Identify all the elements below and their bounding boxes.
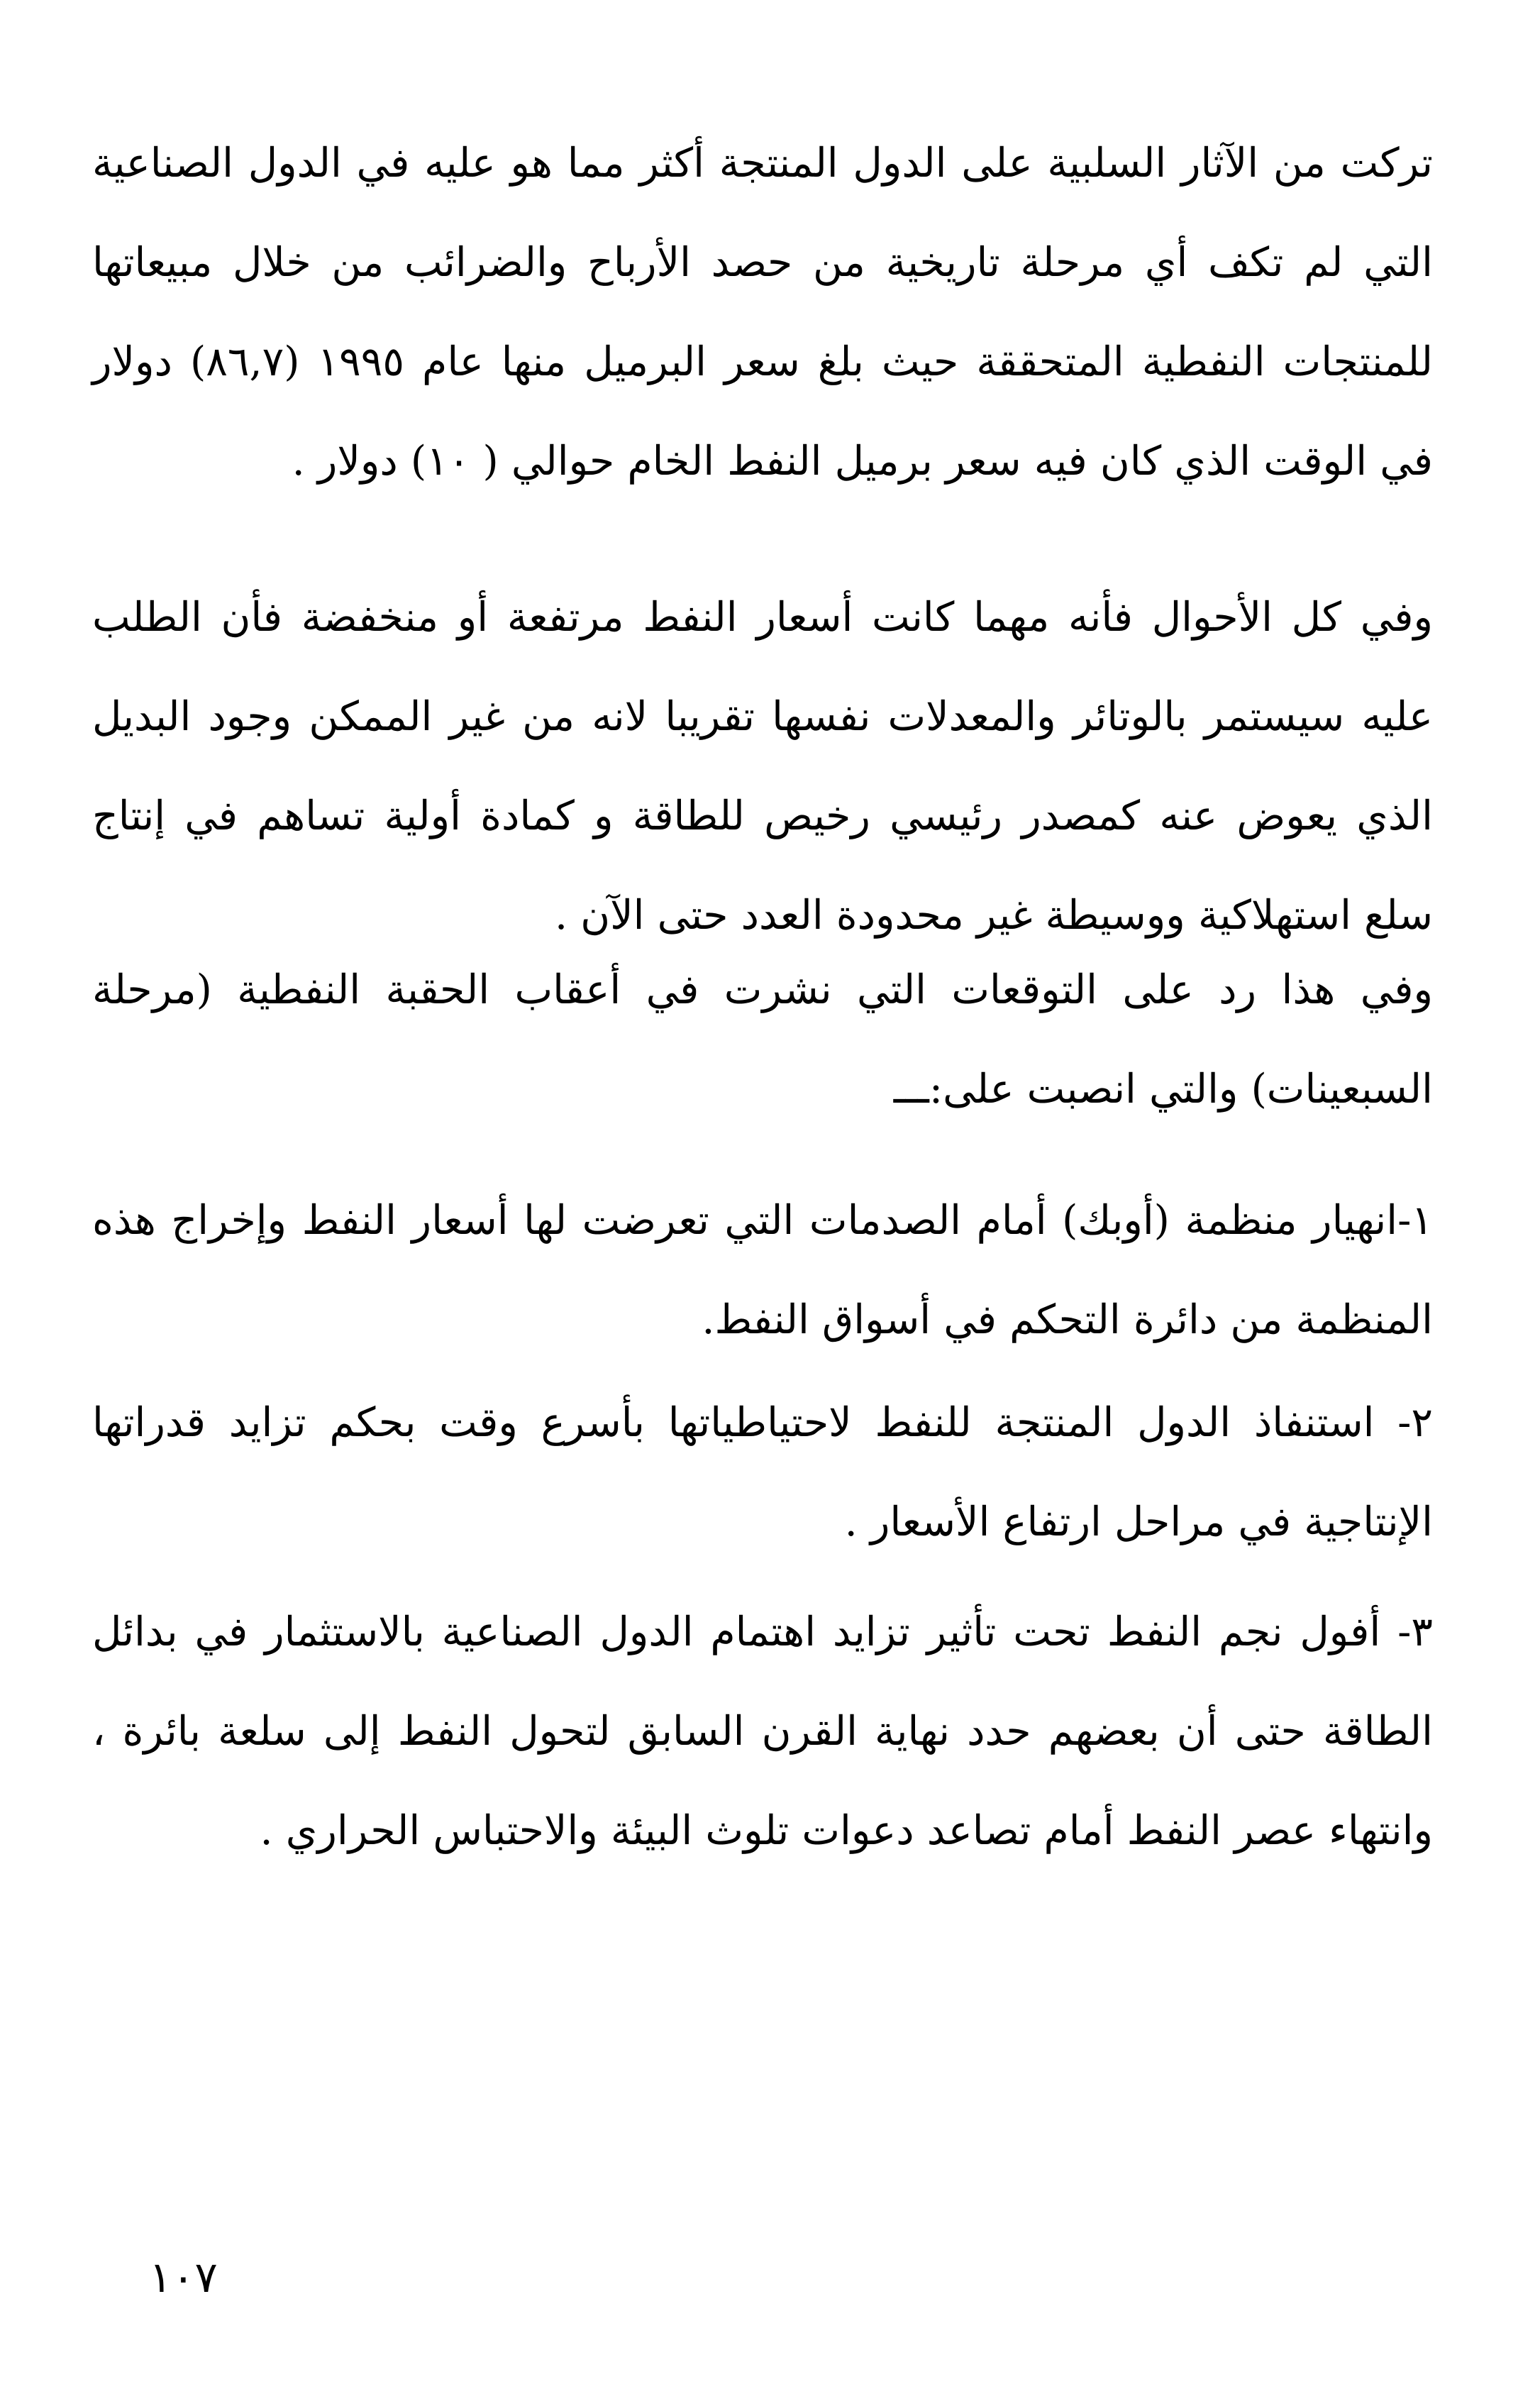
list-item-oil-decline: [92, 1582, 1433, 1880]
paragraph-text: تركت من الآثار السلبية على الدول المنتجة أكثر مما هو عليه في الدول الصناعية التي لم تكف أي مرحلة تاريخية من حصد الأرباح والضرائب من خلال مبيعاتها للمنتجات النفطية المتحققة حيث بلغ سعر البرميل منها عام ١٩٩٥ (٨٦,٧) دولار في الوقت الذي كان فيه سعر برميل النفط الخام حوالي ( ١٠) دولار .: [92, 140, 1434, 485]
paragraph-oil-effects: [92, 114, 1433, 511]
list-item-text: ١-انهيار منظمة (أوبك) أمام الصدمات التي تعرضت لها أسعار النفط وإخراج هذه المنظمة من دائرة التحكم في أسواق النفط.: [92, 1197, 1433, 1343]
page-number: ١٠٧: [149, 2253, 218, 2303]
list-item-text: ٣- أفول نجم النفط تحت تأثير تزايد اهتمام الدول الصناعية بالاستثمار في بدائل الطاقة حتى أن بعضهم حدد نهاية القرن السابق لتحول النفط إلى سلعة بائرة ، وانتهاء عصر النفط أمام تصاعد دعوات تلوث البيئة والاحتباس الحراري .: [92, 1609, 1433, 1854]
list-item-reserves-depletion: [92, 1373, 1433, 1572]
list-item-opec-collapse: [92, 1171, 1433, 1369]
paragraph-oil-demand: [92, 568, 1433, 965]
paragraph-forecasts-intro: [92, 940, 1433, 1139]
list-item-text: ٢- استنفاذ الدول المنتجة للنفط لاحتياطياتها بأسرع وقت بحكم تزايد قدراتها الإنتاجية في مراحل ارتفاع الأسعار .: [92, 1399, 1434, 1545]
paragraph-text: وفي هذا رد على التوقعات التي نشرت في أعقاب الحقبة النفطية (مرحلة السبعينات) والتي انصبت على:ـــ: [92, 966, 1433, 1113]
paragraph-text: وفي كل الأحوال فأنه مهما كانت أسعار النفط مرتفعة أو منخفضة فأن الطلب عليه سيستمر بالوتائر والمعدلات نفسها تقريبا لانه من غير الممكن وجود البديل الذي يعوض عنه كمصدر رئيسي رخيص للطاقة و كمادة أولية تساهم في إنتاج سلع استهلاكية ووسيطة غير محدودة العدد حتى الآن .: [92, 594, 1433, 939]
